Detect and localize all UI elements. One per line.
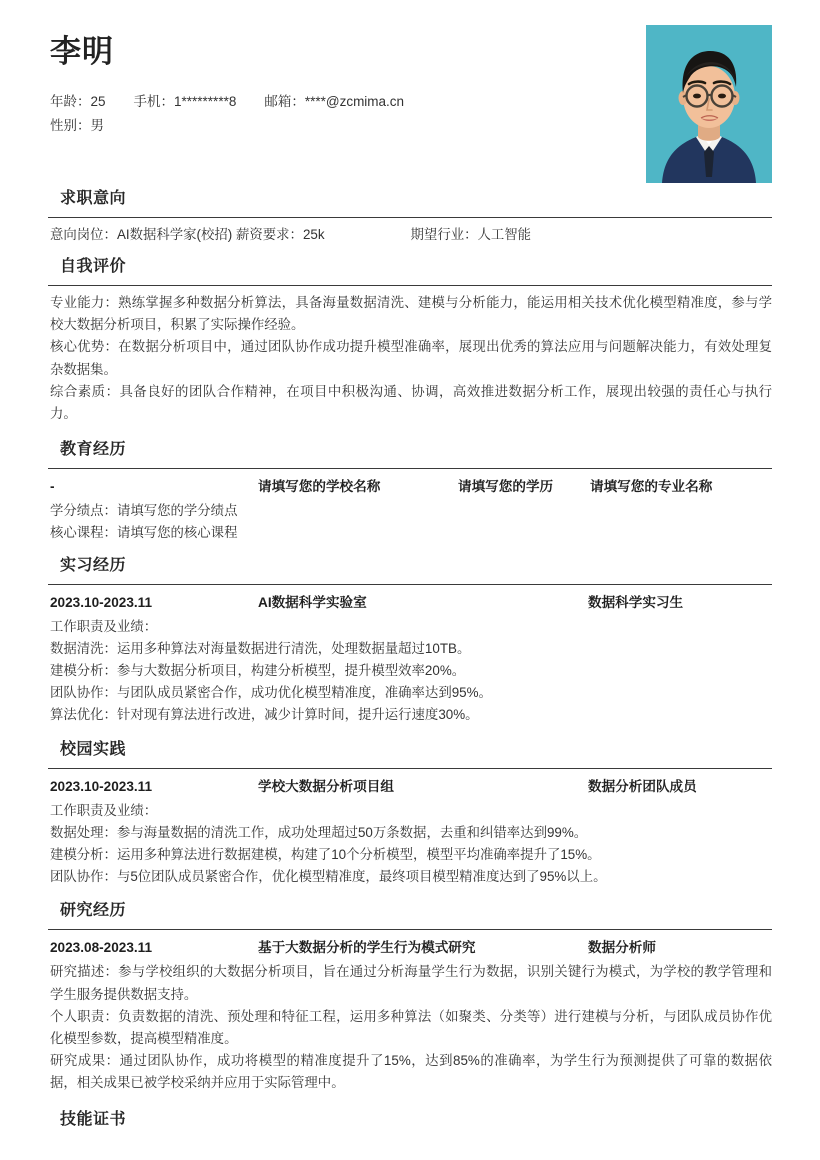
- research-role: 数据分析师: [588, 940, 656, 956]
- resume-header: [48, 0, 772, 182]
- education-details: [48, 500, 772, 544]
- section-divider: [48, 285, 772, 286]
- email-field: [264, 90, 404, 114]
- phone-label: 手机：: [133, 94, 175, 109]
- section-campus-practice: [48, 739, 772, 889]
- section-divider: [48, 929, 772, 930]
- section-title-job-intent: 求职意向: [60, 190, 127, 207]
- campus-role: 数据分析团队成员: [588, 778, 697, 794]
- campus-detail-line: 团队协作：与5位团队成员紧密合作，优化模型精准度，最终项目模型精准度达到了95%以上。: [50, 869, 607, 885]
- section-skill-certificates: [48, 1109, 772, 1138]
- section-title-skill-certificates: 技能证书: [60, 1110, 127, 1128]
- campus-detail-line: 数据处理：参与海量数据的清洗工作，成功处理超过50万条数据，去重和纠错率达到99%。: [50, 824, 588, 840]
- education-detail-line: 核心课程：请填写您的核心课程: [50, 525, 238, 541]
- age-label: 年龄：: [50, 94, 91, 109]
- email-label: 邮箱：: [264, 94, 305, 109]
- internship-detail-line: 团队协作：与团队成员紧密合作，成功优化模型精准度，准确率达到95%。: [50, 685, 492, 701]
- education-detail-line: 学分绩点：请填写您的学分绩点: [50, 503, 238, 519]
- research-entry-header: [48, 936, 772, 960]
- section-research: [48, 900, 772, 1094]
- section-title-campus-practice: 校园实践: [60, 740, 127, 758]
- campus-details: [48, 800, 772, 889]
- education-entry-header: [48, 475, 772, 499]
- intent-position-label: 意向岗位：: [50, 227, 117, 242]
- intent-salary-label: 薪资要求：: [236, 227, 303, 242]
- internship-role: 数据科学实习生: [588, 594, 684, 610]
- section-job-intent: [48, 188, 772, 246]
- section-divider: [48, 217, 772, 218]
- age-value: 25: [90, 94, 106, 109]
- section-divider: [48, 768, 772, 769]
- research-detail-line: 研究成果：通过团队协作，成功将模型的精准度提升了15%，达到85%的准确率，为学生行为预测提供了可靠的数据依据，相关成果已被学校采纳并应用于实际管理中。: [50, 1053, 772, 1091]
- intent-industry-label: 期望行业：: [410, 227, 478, 242]
- education-degree: 请填写您的学历: [458, 479, 554, 495]
- education-major: 请填写您的专业名称: [590, 479, 713, 495]
- intent-salary-value: 25k: [302, 227, 325, 242]
- evaluation-paragraph: 核心优势：在数据分析项目中，通过团队协作成功提升模型准确率，展现出优秀的算法应用与问题解决能力，有效处理复杂数据集。: [50, 339, 772, 377]
- section-internship: [48, 555, 772, 727]
- gender-value: 男: [90, 118, 104, 133]
- research-detail-line: 研究描述：参与学校组织的大数据分析项目，旨在通过分析海量学生行为数据，识别关键行为模式，为学校的教学管理和学生服务提供数据支持。: [50, 964, 772, 1002]
- internship-date: 2023.10-2023.11: [50, 594, 153, 610]
- research-details: [48, 961, 772, 1094]
- evaluation-paragraph: 综合素质：具备良好的团队合作精神，在项目中积极沟通、协调，高效推进数据分析工作，展现出较强的责任心与执行力。: [50, 383, 772, 422]
- internship-detail-line: 建模分析：参与大数据分析项目，构建分析模型，提升模型效率20%。: [50, 663, 466, 679]
- section-title-internship: 实习经历: [60, 556, 127, 574]
- gender-label: 性别：: [50, 118, 91, 133]
- campus-org: 学校大数据分析项目组: [258, 778, 394, 794]
- campus-entry-header: [48, 775, 772, 799]
- education-school: 请填写您的学校名称: [258, 479, 381, 495]
- research-topic: 基于大数据分析的学生行为模式研究: [258, 940, 476, 956]
- section-divider: [48, 584, 772, 585]
- intent-industry-value: 人工智能: [477, 227, 532, 242]
- job-intent-row: [48, 224, 772, 246]
- research-date: 2023.08-2023.11: [50, 940, 153, 956]
- internship-entry-header: [48, 591, 772, 615]
- phone-field: [134, 90, 237, 114]
- campus-date: 2023.10-2023.11: [50, 778, 153, 794]
- evaluation-paragraph: 专业能力：熟练掌握多种数据分析算法，具备海量数据清洗、建模与分析能力，能运用相关技术优化模型精准度，参与学校大数据分析项目，积累了实际操作经验。: [50, 295, 772, 333]
- section-education: [48, 439, 772, 544]
- email-value: ****@zcmima.cn: [304, 94, 405, 109]
- research-detail-line: 个人职责：负责数据的清洗、预处理和特征工程，运用多种算法（如聚类、分类等）进行建模与分析，与团队成员协作优化模型参数，提高模型精准度。: [50, 1008, 772, 1047]
- intent-position-value: AI数据科学家(校招): [116, 227, 233, 242]
- internship-detail-line: 算法优化：针对现有算法进行改进，减少计算时间，提升运行速度30%。: [50, 707, 479, 723]
- section-title-research: 研究经历: [60, 902, 127, 920]
- section-divider: [48, 468, 772, 469]
- section-self-evaluation: [48, 256, 772, 425]
- internship-detail-line: 数据清洗：运用多种算法对海量数据进行清洗，处理数据量超过10TB。: [50, 640, 471, 656]
- section-title-self-evaluation: 自我评价: [60, 258, 127, 275]
- internship-detail-line: 工作职责及业绩：: [50, 618, 158, 634]
- internship-org: AI数据科学实验室: [258, 594, 367, 610]
- campus-detail-line: 建模分析：运用多种算法进行数据建模，构建了10个分析模型，模型平均准确率提升了15%。: [50, 847, 601, 863]
- phone-value: 1*********8: [174, 94, 237, 109]
- section-title-education: 教育经历: [60, 441, 127, 459]
- campus-detail-line: 工作职责及业绩：: [50, 802, 158, 818]
- age-field: [50, 90, 106, 114]
- education-date: -: [50, 479, 55, 495]
- internship-details: [48, 616, 772, 727]
- avatar: [646, 25, 772, 183]
- page-title: 李明: [50, 34, 114, 69]
